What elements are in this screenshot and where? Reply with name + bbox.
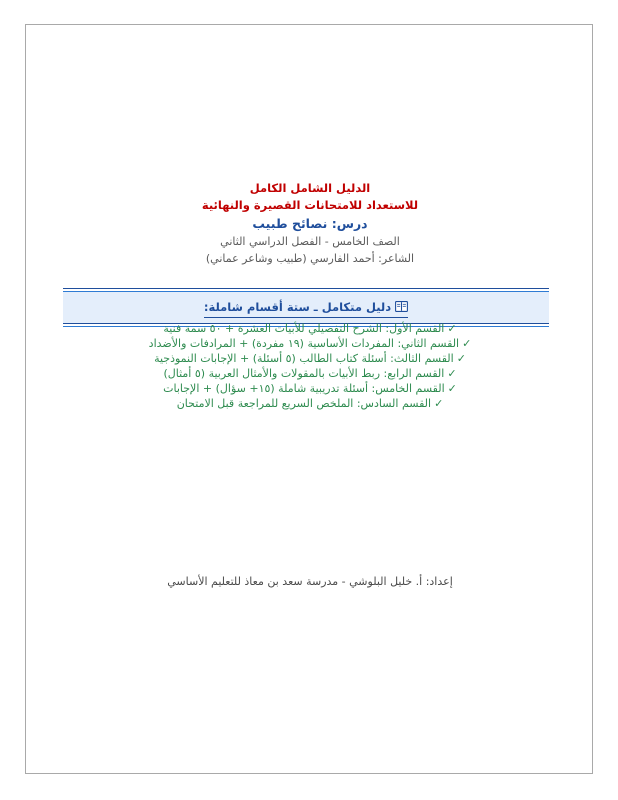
banner-text-wrap: [204, 300, 408, 318]
document-title-line-2: للاستعداد للامتحانات القصيرة والنهائية: [201, 197, 419, 212]
check-icon: ✓: [447, 366, 457, 380]
list-item: [26, 322, 594, 337]
lesson-title: درس: نصائح طبيب: [252, 216, 368, 231]
list-item-label: القسم الخامس: أسئلة تدريبية شاملة (١٥+ سؤال) + الإجابات: [163, 381, 445, 395]
book-icon: [395, 301, 408, 316]
list-item-label: القسم السادس: الملخص السريع للمراجعة قبل الامتحان: [176, 396, 432, 410]
list-item-label: القسم الرابع: ربط الأبيات بالمقولات والأمثال العربية (٥ أمثال): [163, 366, 445, 380]
sections-checklist: [26, 322, 594, 411]
page-body: [26, 25, 594, 775]
check-icon: ✓: [447, 322, 457, 335]
check-icon: ✓: [456, 351, 466, 365]
list-item-label: القسم الثاني: المفردات الأساسية (١٩ مفردة) + المرادفات والأضداد: [148, 336, 460, 350]
banner-body: [63, 292, 549, 323]
check-icon: ✓: [434, 396, 444, 410]
page-frame: [25, 24, 593, 774]
check-icon: ✓: [447, 381, 457, 395]
list-item: [26, 352, 594, 367]
document-title-line-1: الدليل الشامل الكامل: [249, 181, 371, 195]
list-item: [26, 382, 594, 397]
list-item: [26, 397, 594, 412]
list-item: [26, 367, 594, 382]
list-item-label: القسم الأول: الشرح التفصيلي للأبيات العشرة + ٥٠ سمة فنية: [163, 322, 445, 335]
banner-label: دليل متكامل ـ ستة أقسام شاملة:: [203, 300, 392, 314]
title-block: [26, 180, 594, 267]
footer-credit: إعداد: أ. خليل البلوشي - مدرسة سعد بن معاذ للتعليم الأساسي: [167, 575, 453, 588]
list-item: [26, 337, 594, 352]
check-icon: ✓: [462, 336, 472, 350]
poet-line: الشاعر: أحمد الفارسي (طبيب وشاعر عماني): [205, 252, 415, 265]
grade-term-line: الصف الخامس - الفصل الدراسي الثاني: [220, 235, 400, 248]
list-item-label: القسم الثالث: أسئلة كتاب الطالب (٥ أسئلة) + الإجابات النموذجية: [154, 351, 454, 365]
